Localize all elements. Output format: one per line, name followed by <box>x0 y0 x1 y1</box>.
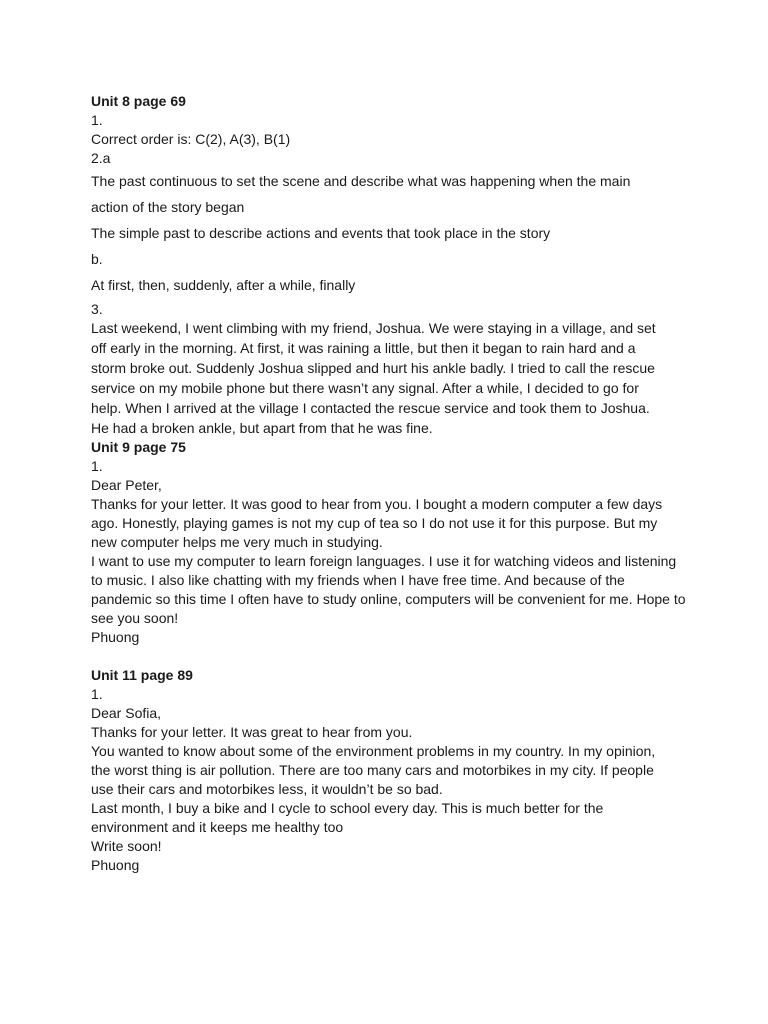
unit9-signature: Phuong <box>91 629 140 645</box>
unit11-greeting: Dear Sofia, <box>91 705 162 721</box>
unit9-letter-line: ago. Honestly, playing games is not my cup of tea so I do not use it for this purpose. But my <box>91 515 658 531</box>
unit8-q2b-answer: At first, then, suddenly, after a while, finally <box>91 277 356 293</box>
unit8-q2a-line: action of the story began <box>91 199 245 215</box>
unit11-letter-line: You wanted to know about some of the environment problems in my country. In my opinion, <box>91 743 656 759</box>
unit8-q1-number: 1. <box>91 112 103 128</box>
unit9-letter-line: I want to use my computer to learn foreign languages. I use it for watching videos and listening <box>91 553 677 569</box>
unit9-heading: Unit 9 page 75 <box>91 439 186 455</box>
unit11-signature: Phuong <box>91 857 140 873</box>
unit8-q2a-line: The simple past to describe actions and events that took place in the story <box>91 225 551 241</box>
unit8-q3-line: storm broke out. Suddenly Joshua slipped and hurt his ankle badly. I tried to call the rescue <box>91 360 655 376</box>
unit9-q1-number: 1. <box>91 458 103 474</box>
unit8-q3-line: Last weekend, I went climbing with my friend, Joshua. We were staying in a village, and set <box>91 320 656 336</box>
unit8-q2b-label: b. <box>91 251 103 267</box>
unit9-greeting: Dear Peter, <box>91 477 162 493</box>
unit8-q3-line: service on my mobile phone but there wasn’t any signal. After a while, I decided to go for <box>91 380 639 396</box>
unit8-heading: Unit 8 page 69 <box>91 93 186 109</box>
unit8-q3-line: help. When I arrived at the village I contacted the rescue service and took them to Joshua. <box>91 400 650 416</box>
unit8-q2a-line: The past continuous to set the scene and describe what was happening when the main <box>91 173 631 189</box>
unit8-q2-label: 2.a <box>91 150 111 166</box>
unit11-letter-line: the worst thing is air pollution. There are too many cars and motorbikes in my city. If people <box>91 762 654 778</box>
unit8-q3-number: 3. <box>91 301 103 317</box>
unit8-q3-line: He had a broken ankle, but apart from that he was fine. <box>91 420 433 436</box>
unit11-section <box>91 666 691 875</box>
unit11-letter-line: use their cars and motorbikes less, it wouldn’t be so bad. <box>91 781 443 797</box>
unit9-letter-line: see you soon! <box>91 610 179 626</box>
unit8-q3-line: off early in the morning. At first, it was raining a little, but then it began to rain hard and a <box>91 340 636 356</box>
unit8-q1-answer: Correct order is: C(2), A(3), B(1) <box>91 131 291 147</box>
unit9-section <box>91 438 691 647</box>
unit9-letter-line: pandemic so this time I often have to study online, computers will be convenient for me. Hope to <box>91 591 686 607</box>
unit11-q1-number: 1. <box>91 686 103 702</box>
unit11-letter-line: environment and it keeps me healthy too <box>91 819 344 835</box>
unit11-letter-line: Write soon! <box>91 838 162 854</box>
unit11-heading: Unit 11 page 89 <box>91 667 193 683</box>
unit9-letter-line: to music. I also like chatting with my friends when I have free time. And because of the <box>91 572 625 588</box>
unit9-letter-line: new computer helps me very much in studying. <box>91 534 383 550</box>
document-page <box>91 92 691 875</box>
unit11-letter-line: Thanks for your letter. It was great to hear from you. <box>91 724 413 740</box>
unit9-letter-line: Thanks for your letter. It was good to hear from you. I bought a modern computer a few days <box>91 496 663 512</box>
unit11-letter-line: Last month, I buy a bike and I cycle to school every day. This is much better for the <box>91 800 604 816</box>
unit8-section <box>91 92 691 438</box>
